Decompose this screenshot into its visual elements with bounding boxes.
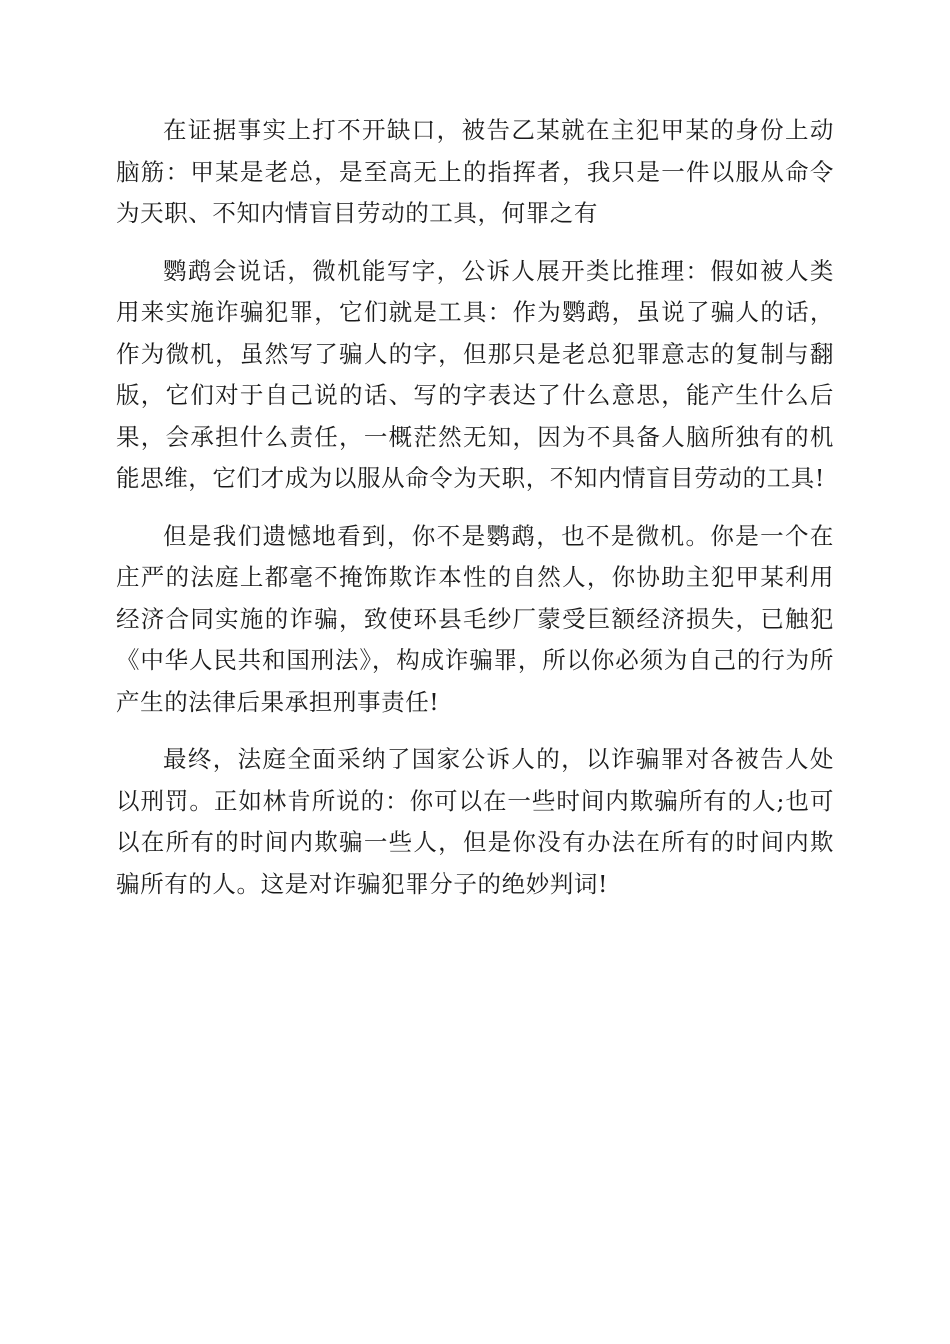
paragraph: 最终，法庭全面采纳了国家公诉人的，以诈骗罪对各被告人处以刑罚。正如林肯所说的：你可以在一些时间内欺骗所有的人;也可以在所有的时间内欺骗一些人，但是你没有办法在所有的时间内欺骗所有的人。这是对诈骗犯罪分子的绝妙判词! [116,745,834,898]
paragraph: 鹦鹉会说话，微机能写字，公诉人展开类比推理：假如被人类用来实施诈骗犯罪，它们就是工具：作为鹦鹉，虽说了骗人的话，作为微机，虽然写了骗人的字，但那只是老总犯罪意志的复制与翻版，它们对于自己说的话、写的字表达了什么意思，能产生什么后果，会承担什么责任，一概茫然无知，因为不具备人脑所独有的机能思维，它们才成为以服从命令为天职，不知内情盲目劳动的工具! [116,256,834,492]
paragraph: 但是我们遗憾地看到，你不是鹦鹉，也不是微机。你是一个在庄严的法庭上都毫不掩饰欺诈本性的自然人，你协助主犯甲某利用经济合同实施的诈骗，致使环县毛纱厂蒙受巨额经济损失，已触犯《中华人民共和国刑法》，构成诈骗罪，所以你必须为自己的行为所产生的法律后果承担刑事责任! [116,521,834,716]
paragraph: 在证据事实上打不开缺口，被告乙某就在主犯甲某的身份上动脑筋：甲某是老总，是至高无上的指挥者，我只是一件以服从命令为天职、不知内情盲目劳动的工具，何罪之有 [116,116,834,227]
document-body [116,110,834,921]
